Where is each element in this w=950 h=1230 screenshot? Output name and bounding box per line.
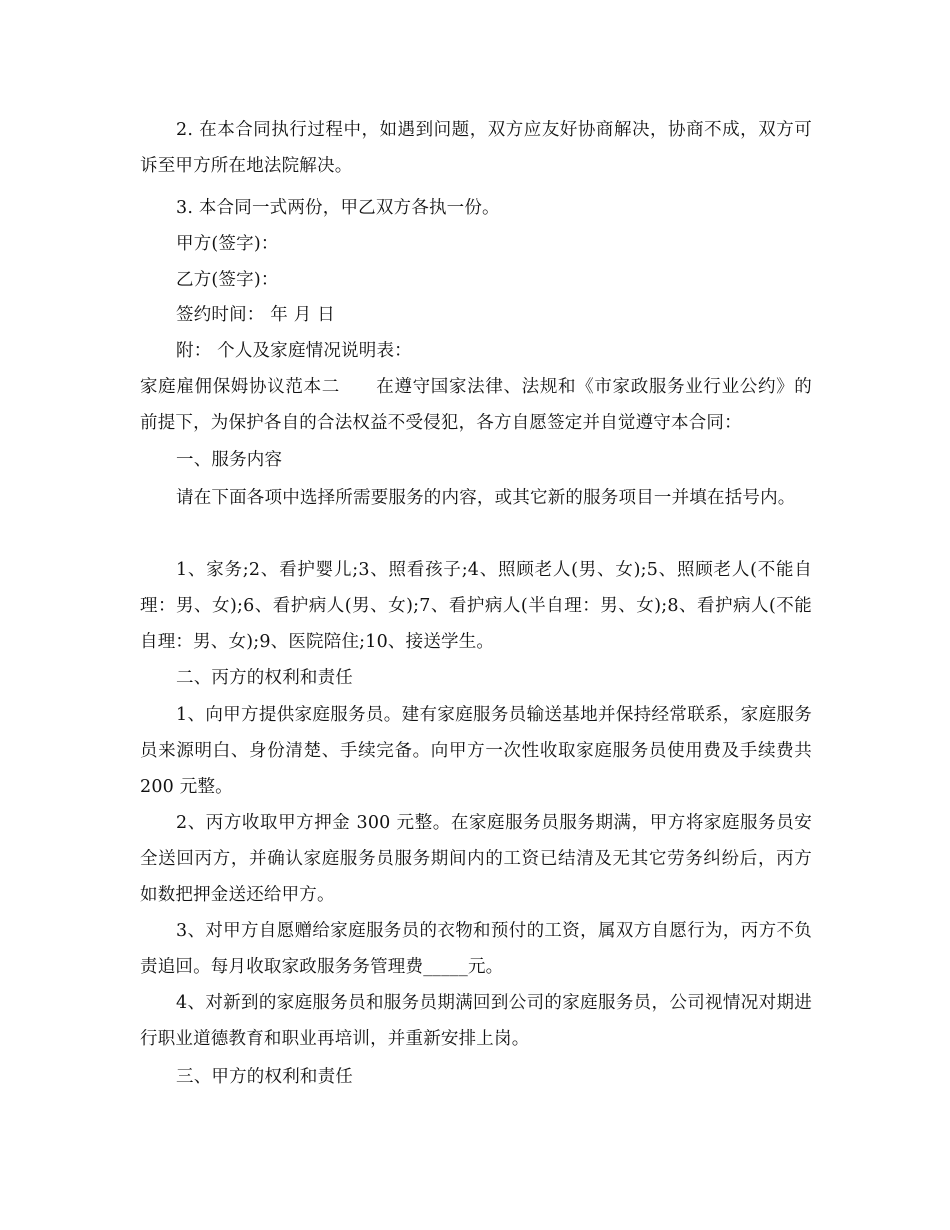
party-c-clause-4: 4、对新到的家庭服务员和服务员期满回到公司的家庭服务员，公司视情况对期进行职业道德教育和职业再培训，并重新安排上岗。 [140, 993, 812, 1049]
section-1-heading: 一、服务内容 [176, 450, 283, 470]
party-a-signature: 甲方(签字)： [176, 234, 279, 254]
service-instruction: 请在下面各项中选择所需要服务的内容，或其它新的服务项目一并填在括号内。 [176, 488, 796, 508]
clause-3-copies: 3. 本合同一式两份，甲乙双方各执一份。 [176, 198, 500, 218]
party-b-signature: 乙方(签字)： [176, 270, 279, 290]
service-options-list: 1、家务;2、看护婴儿;3、照看孩子;4、照顾老人(男、女);5、照顾老人(不能自理：男、女);6、看护病人(男、女);7、看护病人(半自理：男、女);8、看护病人(不能自理：男、女);9、医院陪住;10、接送学生。 [140, 560, 812, 652]
attachment-note: 附： 个人及家庭情况说明表： [176, 341, 412, 361]
party-c-clause-3: 3、对甲方自愿赠给家庭服务员的衣物和预付的工资，属双方自愿行为，丙方不负责追回。每月收取家政服务务管理费_____元。 [140, 921, 812, 977]
party-c-clause-2: 2、丙方收取甲方押金 300 元整。在家庭服务员服务期满，甲方将家庭服务员安全送回丙方，并确认家庭服务员服务期间内的工资已结清及无其它劳务纠纷后，丙方如数把押金送还给甲方。 [140, 813, 812, 905]
clause-2-dispute: 2. 在本合同执行过程中，如遇到问题，双方应友好协商解决，协商不成，双方可诉至甲方所在地法院解决。 [140, 120, 812, 176]
contract-preamble: 家庭雇佣保姆协议范本二 在遵守国家法律、法规和《市家政服务业行业公约》的前提下，为保护各自的合法权益不受侵犯，各方自愿签定并自觉遵守本合同： [140, 377, 812, 433]
party-c-clause-1: 1、向甲方提供家庭服务员。建有家庭服务员输送基地并保持经常联系，家庭服务员来源明白、身份清楚、手续完备。向甲方一次性收取家庭服务员使用费及手续费共 200 元整。 [140, 705, 818, 797]
signing-date: 签约时间： 年 月 日 [176, 305, 335, 325]
section-2-heading: 二、丙方的权利和责任 [176, 668, 353, 688]
section-3-heading: 三、甲方的权利和责任 [176, 1067, 353, 1087]
